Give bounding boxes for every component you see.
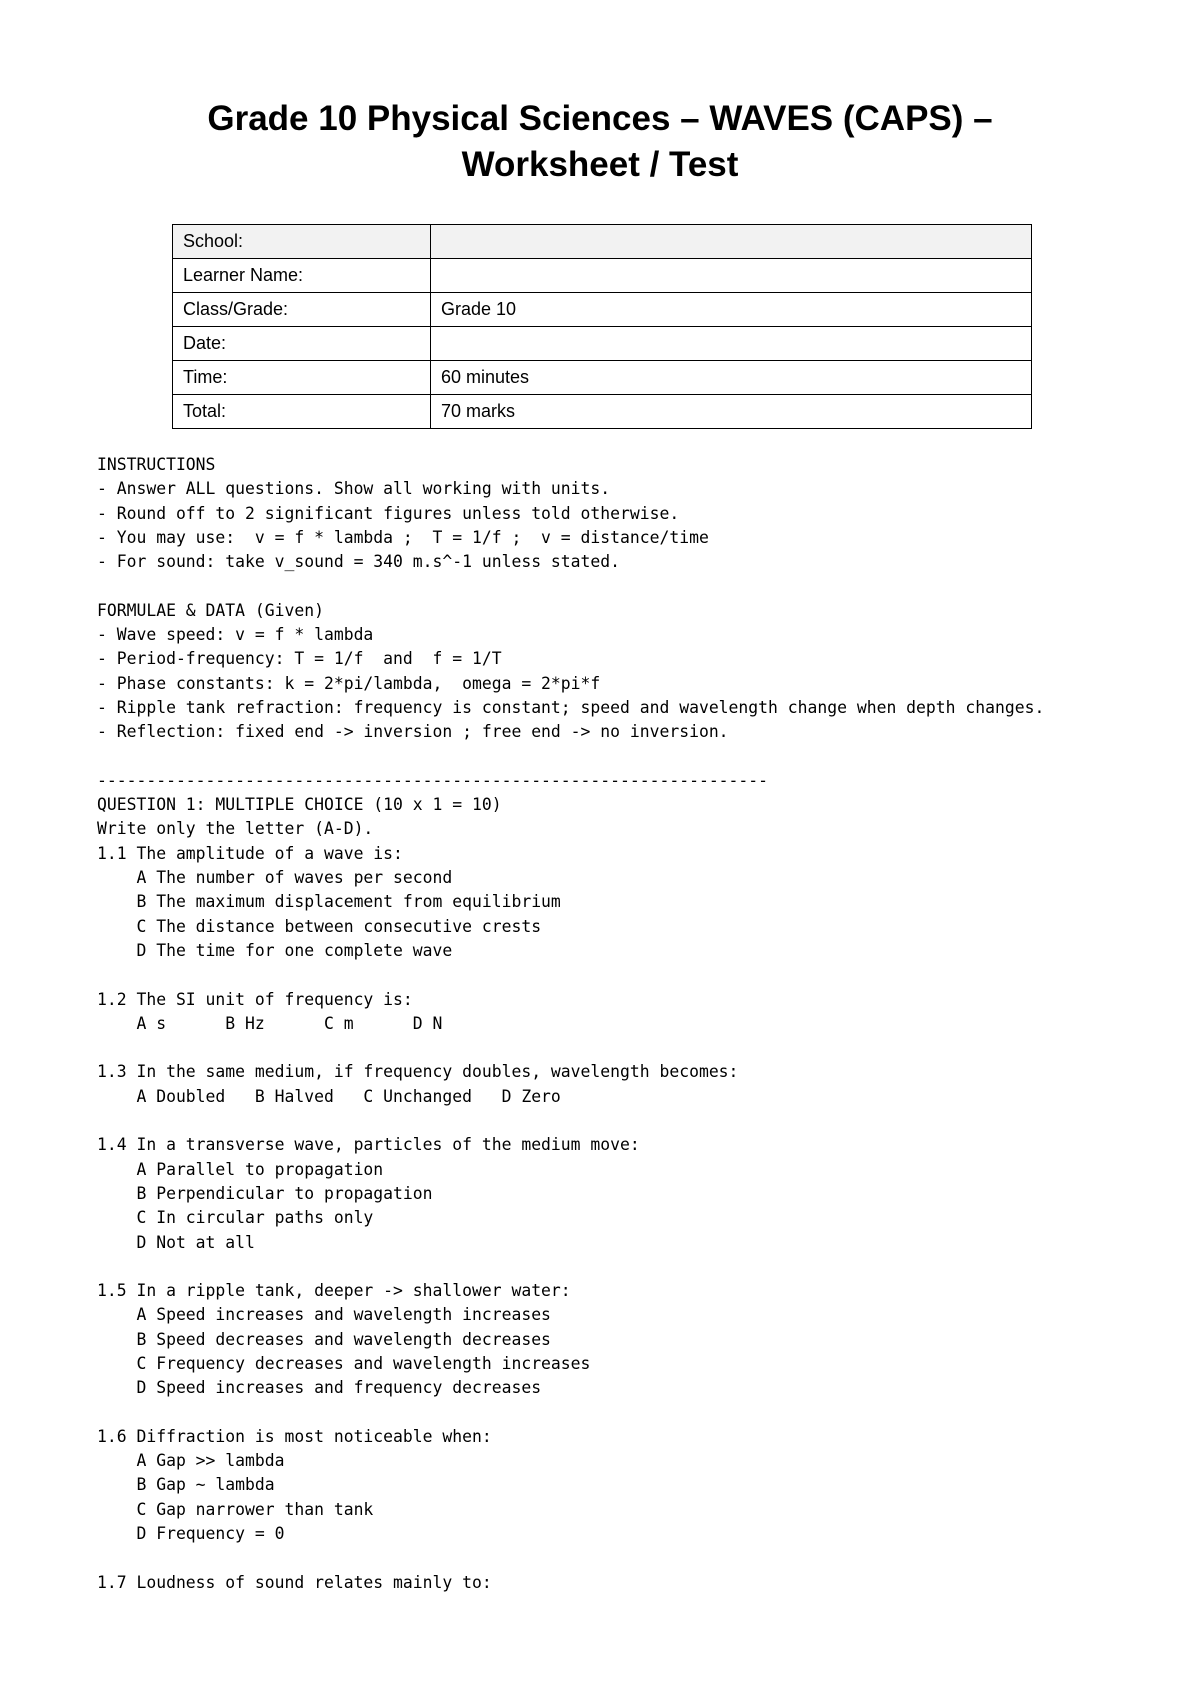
info-row-date bbox=[173, 327, 1032, 361]
document-line: B Perpendicular to propagation bbox=[97, 1183, 433, 1203]
document-line: - Reflection: fixed end -> inversion ; free end -> no inversion. bbox=[97, 722, 729, 742]
document-line: - Ripple tank refraction: frequency is constant; speed and wavelength change when depth changes. bbox=[97, 697, 1045, 717]
document-line: B Gap ~ lambda bbox=[97, 1475, 275, 1495]
document-line: - Answer ALL questions. Show all working with units. bbox=[97, 479, 611, 499]
document-line bbox=[97, 745, 1197, 769]
page-title-line-2: Worksheet / Test bbox=[461, 145, 739, 184]
document-line bbox=[97, 1109, 1197, 1133]
info-value: 60 minutes bbox=[431, 361, 1032, 395]
document-line bbox=[97, 1401, 1197, 1425]
document-line: Write only the letter (A-D). bbox=[97, 819, 374, 839]
info-label: Learner Name: bbox=[173, 259, 431, 293]
page-title bbox=[0, 96, 1200, 188]
document-line: A Gap >> lambda bbox=[97, 1451, 285, 1471]
document-line: - Round off to 2 significant figures unless told otherwise. bbox=[97, 503, 680, 523]
document-line: 1.4 In a transverse wave, particles of the medium move: bbox=[97, 1135, 640, 1155]
document-line: - For sound: take v_sound = 340 m.s^-1 unless stated. bbox=[97, 552, 621, 572]
worksheet-body bbox=[97, 453, 1197, 1595]
document-line: - Phase constants: k = 2*pi/lambda, omega = 2*pi*f bbox=[97, 673, 601, 693]
document-line: QUESTION 1: MULTIPLE CHOICE (10 x 1 = 10) bbox=[97, 795, 502, 815]
document-line: FORMULAE & DATA (Given) bbox=[97, 600, 324, 620]
document-line: 1.1 The amplitude of a wave is: bbox=[97, 843, 403, 863]
document-line: A Doubled B Halved C Unchanged D Zero bbox=[97, 1086, 561, 1106]
info-value bbox=[431, 225, 1032, 259]
document-line: 1.5 In a ripple tank, deeper -> shallower water: bbox=[97, 1281, 571, 1301]
document-line: A The number of waves per second bbox=[97, 868, 453, 888]
document-line: B The maximum displacement from equilibrium bbox=[97, 892, 561, 912]
info-label: Time: bbox=[173, 361, 431, 395]
document-line: 1.2 The SI unit of frequency is: bbox=[97, 989, 413, 1009]
document-line: A Speed increases and wavelength increases bbox=[97, 1305, 551, 1325]
info-label: Class/Grade: bbox=[173, 293, 431, 327]
info-label: Date: bbox=[173, 327, 431, 361]
document-line: D Frequency = 0 bbox=[97, 1524, 285, 1544]
document-line: C In circular paths only bbox=[97, 1208, 374, 1228]
info-value: 70 marks bbox=[431, 395, 1032, 429]
document-line: B Speed decreases and wavelength decreases bbox=[97, 1329, 551, 1349]
info-label: School: bbox=[173, 225, 431, 259]
info-label: Total: bbox=[173, 395, 431, 429]
document-line: - Wave speed: v = f * lambda bbox=[97, 625, 374, 645]
info-row-class-grade bbox=[173, 293, 1032, 327]
document-line bbox=[97, 963, 1197, 987]
info-row-learner-name bbox=[173, 259, 1032, 293]
document-line: A Parallel to propagation bbox=[97, 1159, 384, 1179]
info-value bbox=[431, 327, 1032, 361]
info-row-total bbox=[173, 395, 1032, 429]
info-value: Grade 10 bbox=[431, 293, 1032, 327]
document-line: INSTRUCTIONS bbox=[97, 455, 216, 474]
document-line bbox=[97, 574, 1197, 598]
document-line: C The distance between consecutive crests bbox=[97, 916, 542, 936]
document-line: 1.6 Diffraction is most noticeable when: bbox=[97, 1426, 492, 1446]
document-line: D Speed increases and frequency decreases bbox=[97, 1378, 542, 1398]
document-line: D Not at all bbox=[97, 1232, 255, 1252]
info-value bbox=[431, 259, 1032, 293]
document-line: -------------------------------------------------------------------- bbox=[97, 770, 769, 790]
document-line: - You may use: v = f * lambda ; T = 1/f ; v = distance/time bbox=[97, 527, 709, 547]
document-line: C Gap narrower than tank bbox=[97, 1499, 374, 1519]
document-line: - Period-frequency: T = 1/f and f = 1/T bbox=[97, 649, 502, 669]
document-line: A s B Hz C m D N bbox=[97, 1013, 443, 1033]
info-row-time bbox=[173, 361, 1032, 395]
document-line: D The time for one complete wave bbox=[97, 940, 453, 960]
document-line: 1.7 Loudness of sound relates mainly to: bbox=[97, 1572, 492, 1592]
learner-info-table bbox=[172, 224, 1032, 429]
page-title-line-1: Grade 10 Physical Sciences – WAVES (CAPS) – bbox=[207, 99, 993, 138]
document-line bbox=[97, 1255, 1197, 1279]
document-line: 1.3 In the same medium, if frequency doubles, wavelength becomes: bbox=[97, 1062, 739, 1082]
info-row-school bbox=[173, 225, 1032, 259]
document-line bbox=[97, 1546, 1197, 1570]
document-line bbox=[97, 1036, 1197, 1060]
document-line: C Frequency decreases and wavelength increases bbox=[97, 1353, 591, 1373]
